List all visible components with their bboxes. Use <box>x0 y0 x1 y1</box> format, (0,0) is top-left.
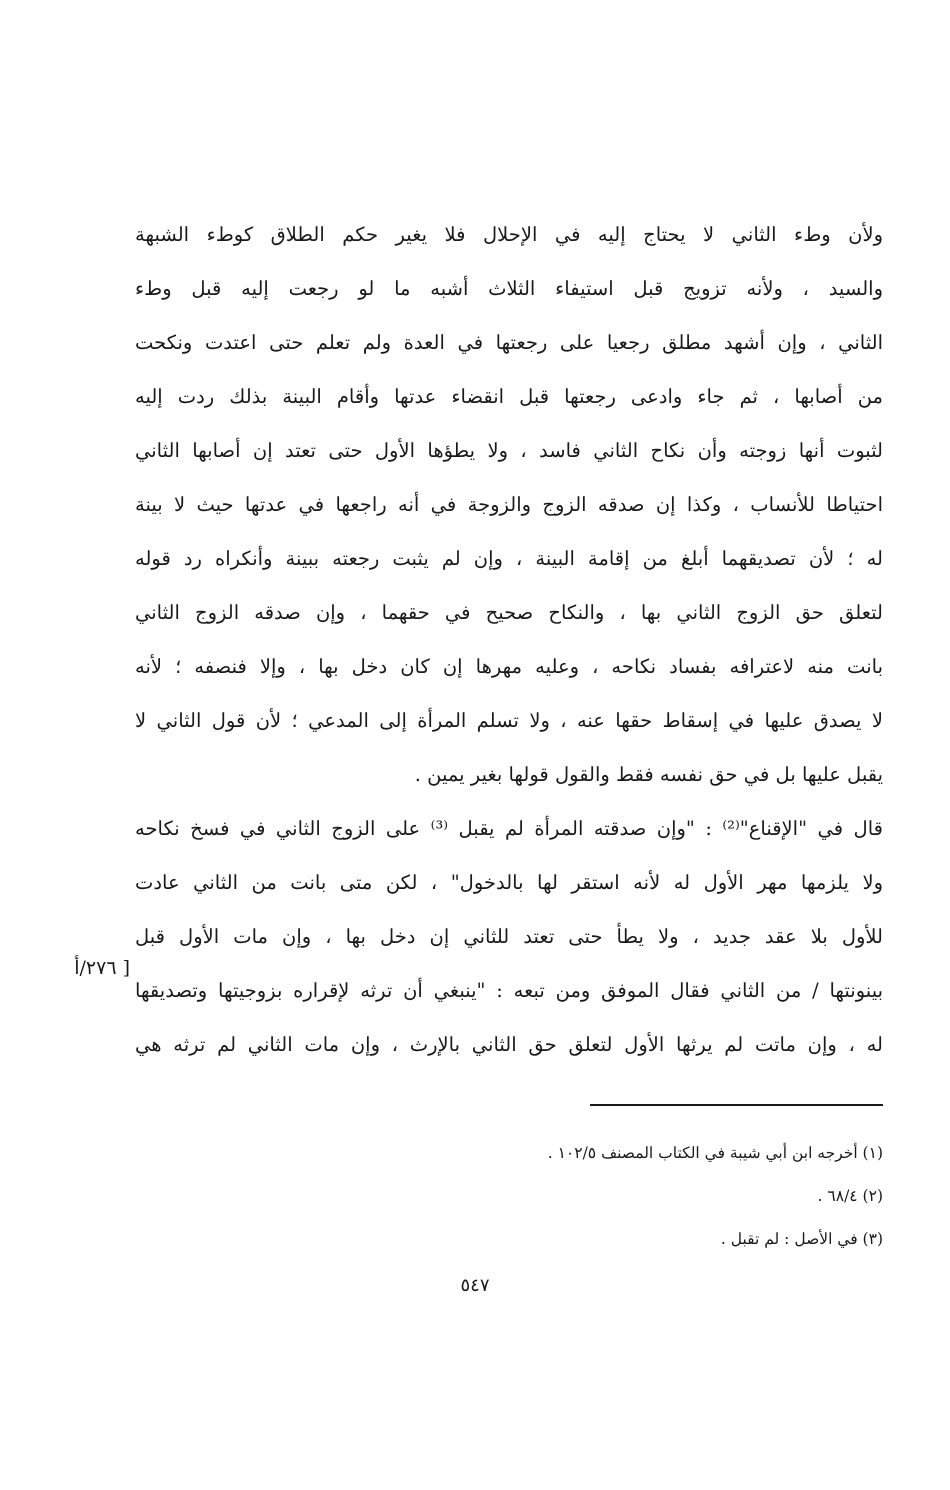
text-line: له ؛ لأن تصديقهما أبلغ من إقامة البينة ، وإن لم يثبت رجعته ببينة وأنكراه رد قوله <box>135 547 883 570</box>
text-line: والسيد ، ولأنه تزويج قبل استيفاء الثلاث أشبه ما لو رجعت إليه قبل وطء <box>135 277 883 300</box>
text-line: للأول بلا عقد جديد ، ولا يطأ حتى تعتد للثاني إن دخل بها ، وإن مات الأول قبل <box>135 925 883 948</box>
main-text-block <box>135 208 883 1072</box>
page-number: ٥٤٧ <box>460 1275 490 1296</box>
text-line: من أصابها ، ثم جاء وادعى رجعتها قبل انقضاء عدتها وأقام البينة بذلك ردت إليه <box>135 385 883 408</box>
footnote-divider <box>590 1104 883 1106</box>
text-line: لتعلق حق الزوج الثاني بها ، والنكاح صحيح في حقهما ، وإن صدقه الزوج الثاني <box>135 601 883 624</box>
text-line: لثبوت أنها زوجته وأن نكاح الثاني فاسد ، ولا يطؤها الأول حتى تعتد إن أصابها الثاني <box>135 439 883 462</box>
footnote-2: (٢) ٦٨/٤ . <box>817 1187 883 1205</box>
text-line: بينونتها / من الثاني فقال الموفق ومن تبعه : "ينبغي أن ترثه لإقراره بزوجيتها وتصديقها <box>135 979 883 1002</box>
text-line: ولأن وطء الثاني لا يحتاج إليه في الإحلال فلا يغير حكم الطلاق كوطء الشبهة <box>135 223 883 246</box>
text-line: الثاني ، وإن أشهد مطلق رجعيا على رجعتها في العدة ولم تعلم حتى اعتدت ونكحت <box>135 331 883 354</box>
text-line: احتياطا للأنساب ، وكذا إن صدقه الزوج والزوجة في أنه راجعها في عدتها حيث لا بينة <box>135 493 883 516</box>
manuscript-folio-marker: [ ٢٧٦/أ <box>74 957 130 979</box>
text-line: له ، وإن ماتت لم يرثها الأول لتعلق حق الثاني بالإرث ، وإن مات الثاني لم ترثه هي <box>135 1033 883 1056</box>
text-line: يقبل عليها بل في حق نفسه فقط والقول قولها بغير يمين . <box>414 763 883 786</box>
footnote-3: (٣) في الأصل : لم تقبل . <box>720 1230 883 1248</box>
text-line: قال في "الإقناع"⁽²⁾ : "وإن صدقته المرأة لم يقبل ⁽³⁾ على الزوج الثاني في فسخ نكاحه <box>135 817 883 840</box>
footnotes-block <box>400 1132 883 1261</box>
text-line: ولا يلزمها مهر الأول له لأنه استقر لها بالدخول" ، لكن متى بانت من الثاني عادت <box>135 871 883 894</box>
text-line: بانت منه لاعترافه بفساد نكاحه ، وعليه مهرها إن كان دخل بها ، وإلا فنصفه ؛ لأنه <box>135 655 883 678</box>
text-line: لا يصدق عليها في إسقاط حقها عنه ، ولا تسلم المرأة إلى المدعي ؛ لأن قول الثاني لا <box>135 709 883 732</box>
footnote-1: (١) أخرجه ابن أبي شيبة في الكتاب المصنف ١٠٢/٥ . <box>547 1144 883 1162</box>
